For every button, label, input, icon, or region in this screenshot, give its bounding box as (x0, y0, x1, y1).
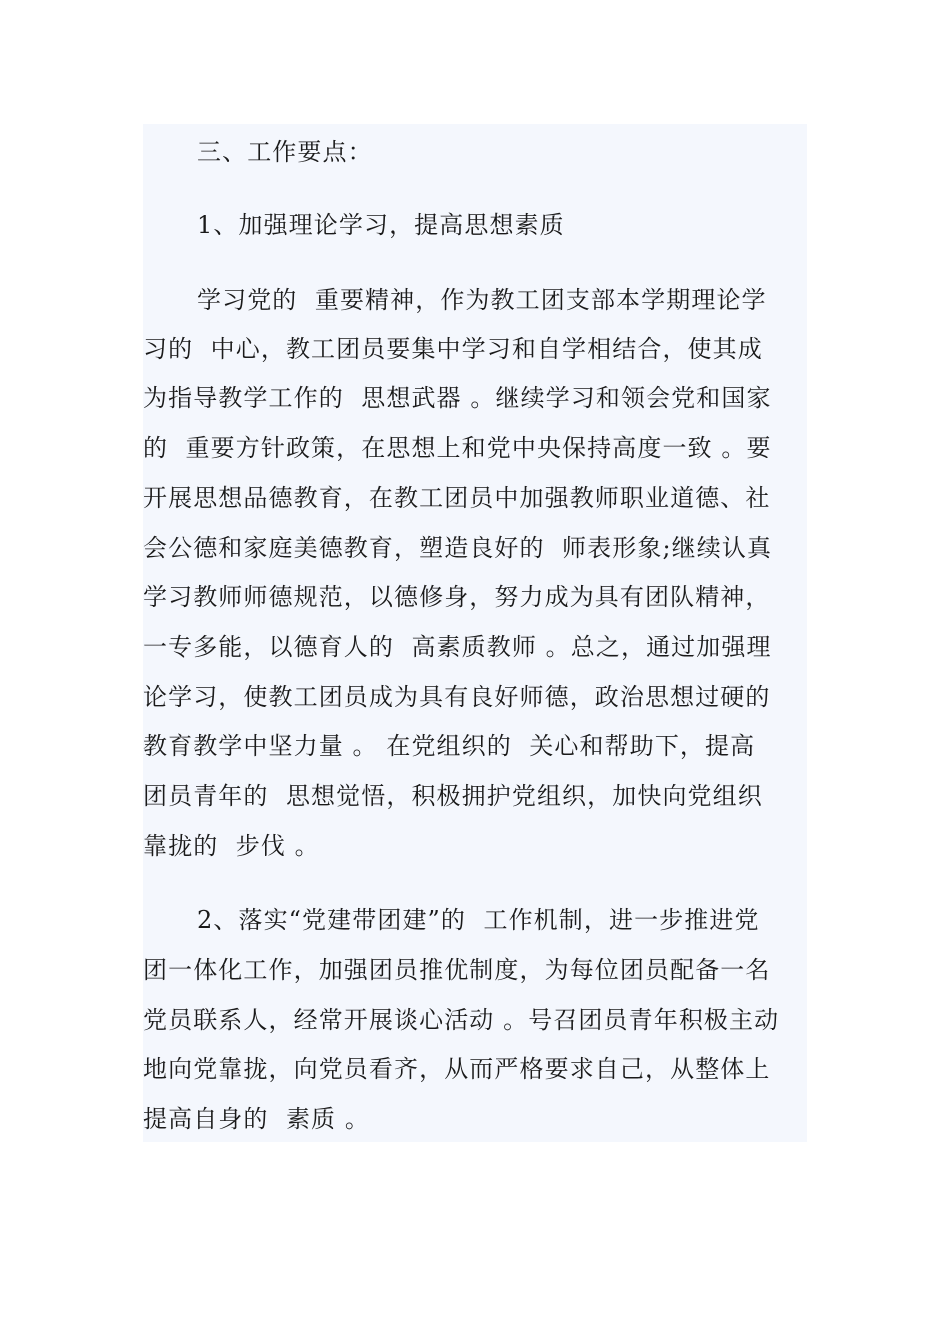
item1-line: 论学习，使教工团员成为具有良好师德，政治思想过硬的 (143, 683, 771, 711)
item1-line: 开展思想品德教育，在教工团员中加强教师职业道德、社 (143, 484, 771, 512)
item1-line: 靠拢的 步伐 。 (143, 832, 320, 860)
item1-line: 会公德和家庭美德教育，塑造良好的 师表形象;继续认真 (143, 534, 773, 562)
item2-line: 团一体化工作，加强团员推优制度，为每位团员配备一名 (143, 956, 771, 984)
item2-line: 提高自身的 素质 。 (143, 1105, 370, 1133)
item1-line: 学习教师师德规范，以德修身，努力成为具有团队精神， (143, 583, 771, 611)
item1-line: 的 重要方针政策，在思想上和党中央保持高度一致 。要 (143, 434, 772, 462)
item2-line: 党员联系人，经常开展谈心活动 。号召团员青年积极主动 (143, 1006, 780, 1034)
item2-line: 地向党靠拢，向党员看齐，从而严格要求自己，从整体上 (143, 1055, 771, 1083)
item1-line: 学习党的 重要精神，作为教工团支部本学期理论学 (197, 286, 767, 314)
section-heading: 三、工作要点： (197, 138, 373, 166)
item1-line: 一专多能，以德育人的 高素质教师 。总之，通过加强理 (143, 633, 772, 661)
item1-line: 教育教学中坚力量 。 在党组织的 关心和帮助下，提高 (143, 732, 756, 760)
item2-line: 2、落实“党建带团建”的 工作机制，进一步推进党 (197, 906, 760, 934)
item1-line: 为指导教学工作的 思想武器 。继续学习和领会党和国家 (143, 384, 772, 412)
document-body (143, 124, 807, 1142)
item1-title: 1、加强理论学习，提高思想素质 (197, 211, 565, 239)
item1-line: 团员青年的 思想觉悟，积极拥护党组织，加快向党组织 (143, 782, 763, 810)
item1-line: 习的 中心，教工团员要集中学习和自学相结合，使其成 (143, 335, 763, 363)
